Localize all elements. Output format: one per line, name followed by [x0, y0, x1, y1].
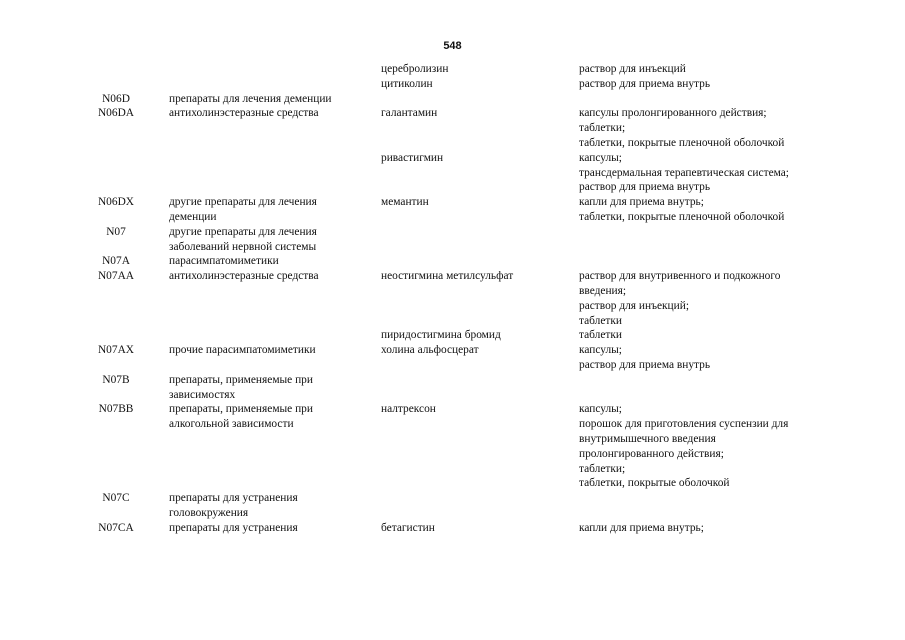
- substance-name: бетагистин: [381, 521, 435, 534]
- substance-name: церебролизин: [381, 63, 449, 75]
- atc-code: N06DA: [97, 107, 135, 120]
- substance-name: галантамин: [381, 107, 438, 120]
- group-name: зависимостях: [169, 388, 236, 401]
- table-row: [0, 491, 905, 521]
- group-name: другие препараты для лечения: [169, 196, 317, 209]
- group-name: препараты для устранения: [169, 521, 298, 534]
- atc-code-cell: [0, 491, 154, 506]
- substance-cell: [381, 106, 579, 121]
- substance-name: неостигмина метилсульфат: [381, 270, 514, 283]
- group-name-cell: [154, 92, 381, 107]
- group-name-cell: [154, 195, 381, 225]
- dosage-form: раствор для приема внутрь: [579, 181, 711, 194]
- atc-code: N07B: [102, 373, 130, 386]
- atc-code-cell: [0, 195, 154, 210]
- atc-code-cell: [0, 269, 154, 284]
- group-name-cell: [154, 106, 381, 121]
- atc-code: N06D: [102, 92, 130, 105]
- table-row: [0, 328, 905, 343]
- dosage-form: капсулы пролонгированного действия;: [579, 107, 767, 120]
- dosage-form: капсулы;: [579, 403, 622, 416]
- dosage-form: порошок для приготовления суспензии для: [579, 418, 789, 431]
- group-name: алкогольной зависимости: [169, 418, 294, 431]
- page-number: 548: [443, 40, 462, 52]
- substance-name: цитиколин: [381, 77, 433, 90]
- atc-code: N06DX: [97, 196, 135, 209]
- group-name-cell: [154, 343, 381, 358]
- group-name-cell: [154, 373, 381, 403]
- dosage-form: введения;: [579, 284, 627, 297]
- dosage-form: раствор для инъекций;: [579, 299, 690, 312]
- group-name: антихолинэстеразные средства: [169, 270, 319, 283]
- substance-cell: [381, 343, 579, 358]
- group-name: препараты, применяемые при: [169, 403, 313, 416]
- group-name: антихолинэстеразные средства: [169, 107, 319, 120]
- dosage-form: капли для приема внутрь;: [579, 521, 704, 534]
- dosage-form: таблетки, покрытые пленочной оболочкой: [579, 136, 785, 149]
- atc-code-cell: [0, 92, 154, 107]
- substance-cell: [381, 151, 579, 166]
- substance-name: ривастигмин: [381, 151, 444, 164]
- group-name: препараты для лечения деменции: [169, 92, 332, 105]
- dosage-form: раствор для приема внутрь: [579, 358, 711, 371]
- group-name: прочие парасимпатомиметики: [169, 344, 316, 357]
- substance-cell: [381, 328, 579, 343]
- dosage-form: таблетки: [579, 314, 623, 327]
- substance-name: налтрексон: [381, 403, 436, 416]
- dosage-form: таблетки, покрытые оболочкой: [579, 477, 730, 490]
- table-row: [0, 373, 905, 403]
- group-name: препараты для устранения: [169, 492, 298, 505]
- group-name-cell: [154, 269, 381, 284]
- atc-code: N07CA: [98, 521, 134, 534]
- substance-cell: [381, 62, 579, 77]
- dosage-forms-cell: [579, 77, 839, 92]
- dosage-forms-cell: [579, 195, 839, 225]
- group-name-cell: [154, 402, 381, 432]
- drug-table: [0, 62, 905, 536]
- dosage-form: раствор для приема внутрь: [579, 77, 711, 90]
- atc-code: N07BB: [98, 403, 134, 416]
- atc-code: N07AX: [97, 344, 135, 357]
- dosage-form: трансдермальная терапевтическая система;: [579, 166, 789, 179]
- table-row: [0, 343, 905, 373]
- group-name: заболеваний нервной системы: [169, 240, 317, 253]
- dosage-form: таблетки;: [579, 462, 626, 475]
- group-name: головокружения: [169, 506, 249, 519]
- substance-cell: [381, 402, 579, 417]
- atc-code-cell: [0, 225, 154, 240]
- table-row: [0, 269, 905, 328]
- atc-code-cell: [0, 254, 154, 269]
- dosage-forms-cell: [579, 328, 839, 343]
- group-name-cell: [154, 491, 381, 521]
- table-row: [0, 195, 905, 225]
- substance-cell: [381, 195, 579, 210]
- table-row: [0, 77, 905, 92]
- group-name: парасимпатомиметики: [169, 255, 279, 268]
- dosage-form: раствор для инъекций: [579, 63, 686, 75]
- atc-code-cell: [0, 343, 154, 358]
- table-row: [0, 521, 905, 536]
- atc-code-cell: [0, 106, 154, 121]
- group-name-cell: [154, 225, 381, 255]
- substance-name: мемантин: [381, 196, 429, 209]
- table-row: [0, 402, 905, 491]
- group-name-cell: [154, 254, 381, 269]
- substance-name: холина альфосцерат: [381, 344, 479, 357]
- substance-cell: [381, 269, 579, 284]
- substance-cell: [381, 521, 579, 536]
- substance-cell: [381, 77, 579, 92]
- dosage-forms-cell: [579, 521, 839, 536]
- dosage-form: капсулы;: [579, 151, 622, 164]
- dosage-form: капли для приема внутрь;: [579, 196, 704, 209]
- dosage-forms-cell: [579, 269, 839, 328]
- atc-code-cell: [0, 373, 154, 388]
- table-row: [0, 106, 905, 150]
- atc-code: N07C: [102, 492, 130, 505]
- table-row: [0, 151, 905, 195]
- dosage-form: раствор для внутривенного и подкожного: [579, 270, 781, 283]
- table-row: [0, 225, 905, 255]
- dosage-form: таблетки, покрытые пленочной оболочкой: [579, 210, 785, 223]
- atc-code-cell: [0, 402, 154, 417]
- group-name: другие препараты для лечения: [169, 225, 317, 238]
- atc-code-cell: [0, 521, 154, 536]
- substance-name: пиридостигмина бромид: [381, 329, 501, 342]
- group-name: препараты, применяемые при: [169, 373, 313, 386]
- dosage-form: таблетки: [579, 329, 623, 342]
- dosage-form: таблетки;: [579, 122, 626, 135]
- table-row: [0, 254, 905, 269]
- atc-code: N07A: [102, 255, 130, 268]
- atc-code: N07AA: [97, 270, 135, 283]
- table-row: [0, 62, 905, 77]
- atc-code: N07: [106, 225, 126, 238]
- dosage-forms-cell: [579, 106, 839, 150]
- dosage-forms-cell: [579, 402, 839, 491]
- dosage-forms-cell: [579, 62, 839, 77]
- group-name-cell: [154, 521, 381, 536]
- dosage-forms-cell: [579, 151, 839, 195]
- dosage-form: пролонгированного действия;: [579, 447, 724, 460]
- dosage-forms-cell: [579, 343, 839, 373]
- dosage-form: внутримышечного введения: [579, 432, 716, 445]
- table-row: [0, 92, 905, 107]
- dosage-form: капсулы;: [579, 344, 622, 357]
- group-name: деменции: [169, 210, 217, 223]
